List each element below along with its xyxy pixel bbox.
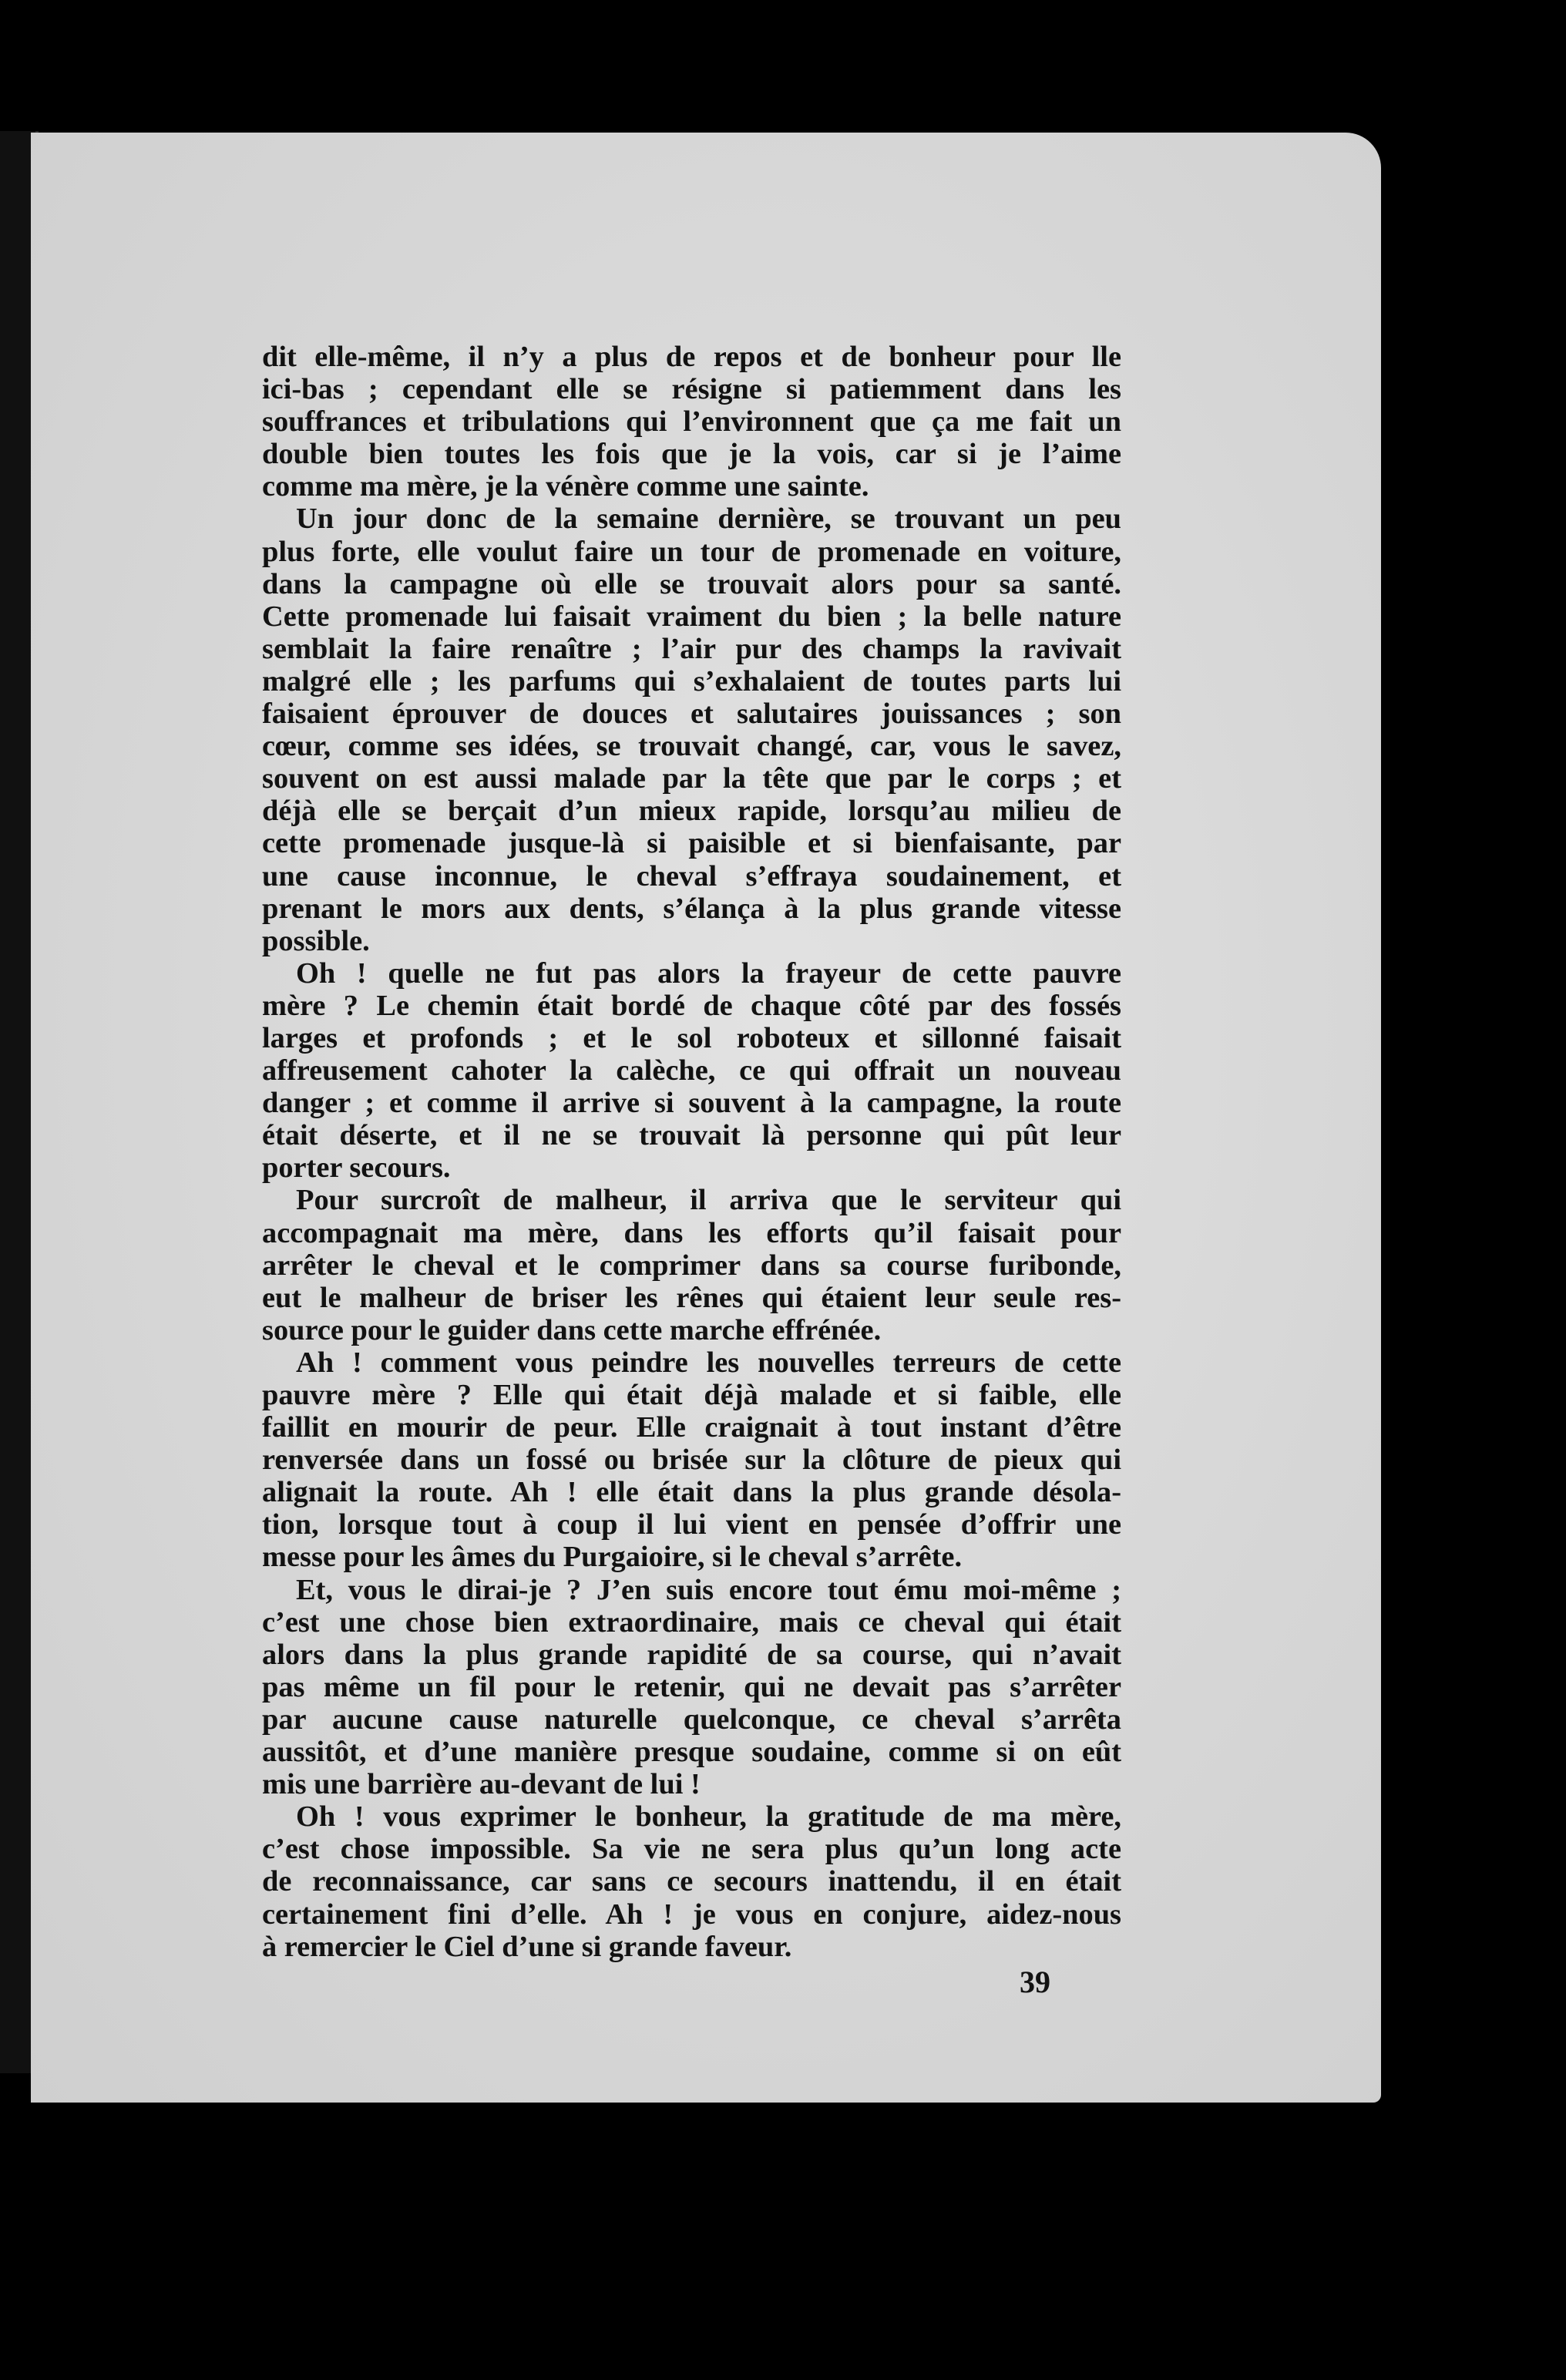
text-line: alignait la route. Ah ! elle était dans la plus grande désola- — [262, 1476, 1121, 1509]
text-line: danger ; et comme il arrive si souvent à la campagne, la route — [262, 1087, 1121, 1120]
text-line: porter secours. — [262, 1151, 451, 1185]
text-line: par aucune cause naturelle quelconque, ce cheval s’arrêta — [262, 1703, 1121, 1736]
text-line: malgré elle ; les parfums qui s’exhalaient de toutes parts lui — [262, 664, 1121, 698]
text-line: déjà elle se berçait d’un mieux rapide, lorsqu’au milieu de — [262, 795, 1121, 828]
text-line: Et, vous le dirai-je ? J’en suis encore tout ému moi-même ; — [296, 1573, 1121, 1606]
text-line: semblait la faire renaître ; l’air pur des champs la ravivait — [262, 632, 1121, 665]
text-line: possible. — [262, 924, 370, 957]
text-line: renversée dans un fossé ou brisée sur la clôture de pieux qui — [262, 1444, 1121, 1477]
text-line: ici-bas ; cependant elle se résigne si patiemment dans les — [262, 373, 1121, 406]
text-line: dans la campagne où elle se trouvait alors pour sa santé. — [262, 567, 1121, 600]
text-line: pauvre mère ? Elle qui était déjà malade et si faible, elle — [262, 1379, 1121, 1411]
page-number: 39 — [1020, 1965, 1050, 1999]
text-line: cette promenade jusque-là si paisible et si bienfaisante, par — [262, 827, 1121, 860]
text-line: tion, lorsque tout à coup il lui vient en pensée d’offrir une — [262, 1508, 1121, 1541]
text-line: alors dans la plus grande rapidité de sa course, qui n’avait — [262, 1638, 1121, 1671]
text-line: souffrances et tribulations qui l’environnent que ça me fait un — [262, 405, 1121, 439]
text-line: faisaient éprouver de douces et salutaires jouissances ; son — [262, 698, 1121, 731]
text-line: à remercier le Ciel d’une si grande faveur. — [262, 1930, 792, 1963]
text-line: dit elle-même, il n’y a plus de repos et de bonheur pour lle — [262, 341, 1121, 373]
text-line: messe pour les âmes du Purgaioire, si le cheval s’arrête. — [262, 1541, 963, 1574]
body-text — [262, 341, 1121, 1963]
text-line: eut le malheur de briser les rênes qui étaient leur seule res- — [262, 1281, 1121, 1314]
text-line: Ah ! comment vous peindre les nouvelles terreurs de cette — [296, 1346, 1121, 1379]
text-line: Un jour donc de la semaine dernière, se trouvant un peu — [296, 503, 1121, 536]
text-line: larges et profonds ; et le sol roboteux et sillonné faisait — [262, 1021, 1121, 1054]
text-line: double bien toutes les fois que je la vois, car si je l’aime — [262, 438, 1121, 471]
text-line: de reconnaissance, car sans ce secours inattendu, il en était — [262, 1865, 1121, 1898]
text-line: certainement fini d’elle. Ah ! je vous en conjure, aidez-nous — [262, 1898, 1121, 1931]
text-line: prenant le mors aux dents, s’élança à la plus grande vitesse — [262, 892, 1121, 925]
text-line: plus forte, elle voulut faire un tour de promenade en voiture, — [262, 535, 1121, 568]
text-line: était déserte, et il ne se trouvait là personne qui pût leur — [262, 1119, 1121, 1152]
text-line: souvent on est aussi malade par la tête que par le corps ; et — [262, 762, 1121, 795]
text-line: affreusement cahoter la calèche, ce qui offrait un nouveau — [262, 1054, 1121, 1087]
text-line: Oh ! quelle ne fut pas alors la frayeur de cette pauvre — [296, 956, 1121, 990]
text-line: accompagnait ma mère, dans les efforts qu’il faisait pour — [262, 1216, 1121, 1249]
text-line: pas même un fil pour le retenir, qui ne devait pas s’arrêter — [262, 1670, 1121, 1703]
text-line: aussitôt, et d’une manière presque soudaine, comme si on eût — [262, 1736, 1121, 1769]
text-line: cœur, comme ses idées, se trouvait changé, car, vous le savez, — [262, 730, 1121, 763]
text-line: comme ma mère, je la vénère comme une sainte. — [262, 470, 869, 503]
text-line: source pour le guider dans cette marche effrénée. — [262, 1313, 882, 1346]
text-line: Oh ! vous exprimer le bonheur, la gratitude de ma mère, — [296, 1800, 1121, 1834]
text-line: arrêter le cheval et le comprimer dans sa course furibonde, — [262, 1249, 1121, 1282]
text-line: faillit en mourir de peur. Elle craignait à tout instant d’être — [262, 1411, 1121, 1444]
text-line: c’est une chose bien extraordinaire, mais ce cheval qui était — [262, 1605, 1121, 1639]
book-page — [31, 133, 1381, 2103]
text-line: mère ? Le chemin était bordé de chaque côté par des fossés — [262, 989, 1121, 1022]
text-line: c’est chose impossible. Sa vie ne sera plus qu’un long acte — [262, 1833, 1121, 1866]
text-line: Cette promenade lui faisait vraiment du bien ; la belle nature — [262, 600, 1121, 633]
text-line: mis une barrière au-devant de lui ! — [262, 1768, 701, 1801]
text-line: une cause inconnue, le cheval s’effraya soudainement, et — [262, 859, 1121, 892]
text-line: Pour surcroît de malheur, il arriva que le serviteur qui — [296, 1184, 1121, 1217]
